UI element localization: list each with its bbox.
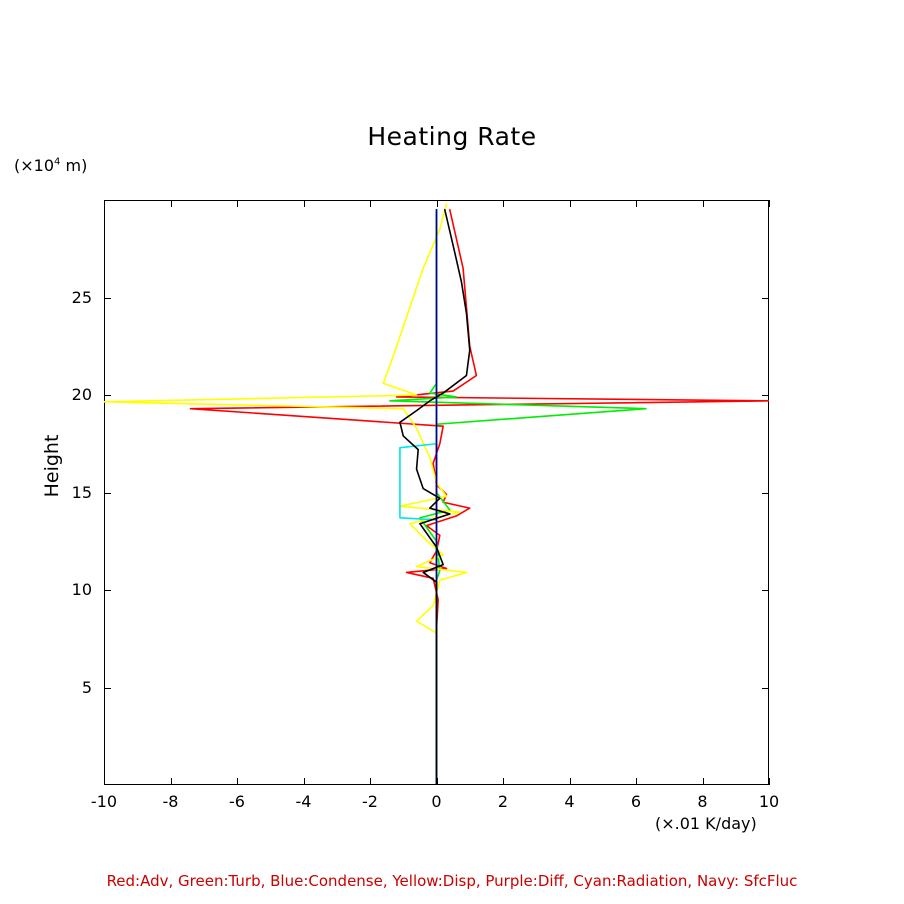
y-tick-label: 25 (71, 287, 92, 307)
plot-area (71, 200, 780, 811)
x-tick-top (703, 200, 704, 207)
x-tick-label: -4 (295, 792, 312, 811)
x-tick-label: 0 (431, 792, 442, 811)
x-tick-label: -6 (229, 792, 245, 811)
y-tick (104, 493, 111, 494)
x-tick-top (171, 200, 172, 207)
x-tick (503, 778, 504, 785)
x-tick (636, 778, 637, 785)
x-tick-label: -8 (162, 792, 179, 811)
x-tick-top (304, 200, 305, 207)
x-axis-label: (×.01 K/day) (655, 814, 757, 833)
x-tick-label: -2 (362, 792, 378, 811)
x-tick (703, 778, 704, 785)
y-tick-right (762, 395, 769, 396)
y-tick (104, 298, 111, 299)
x-tick-top (437, 200, 438, 207)
x-tick-label: 8 (697, 792, 708, 811)
x-tick-label: 10 (758, 792, 780, 811)
y-tick (104, 590, 111, 591)
x-tick-label: 6 (630, 792, 642, 811)
x-tick-top (370, 200, 371, 207)
x-tick-top (104, 200, 105, 207)
x-tick (570, 778, 571, 785)
series-radiation (400, 210, 437, 785)
x-tick-top (570, 200, 571, 207)
x-tick (104, 778, 105, 785)
y-tick-label: 15 (71, 482, 92, 502)
series-turb (390, 210, 646, 785)
x-tick-label: -10 (90, 792, 118, 811)
series-layer (104, 200, 769, 785)
chart-title: Heating Rate (367, 122, 537, 151)
x-tick (769, 778, 770, 785)
y-tick-label: 10 (71, 580, 92, 599)
x-tick (237, 778, 238, 785)
y-tick-right (762, 688, 769, 689)
x-tick-label: 4 (564, 792, 575, 811)
y-tick (104, 395, 111, 396)
series-adv (190, 210, 769, 785)
y-axis-label: Height (41, 434, 63, 498)
x-tick (370, 778, 371, 785)
x-tick-top (237, 200, 238, 207)
legend: Red:Adv, Green:Turb, Blue:Condense, Yellow:Disp, Purple:Diff, Cyan:Radiation, Navy: SfcFluc (106, 872, 798, 890)
y-tick (104, 688, 111, 689)
x-tick (171, 778, 172, 785)
y-tick-right (762, 493, 769, 494)
x-tick-top (503, 200, 504, 207)
x-tick (304, 778, 305, 785)
x-tick-top (769, 200, 770, 207)
x-tick (437, 778, 438, 785)
y-tick-label: 5 (81, 677, 92, 697)
y-axis-unit-label: ($\times 10^4$ m) (14, 156, 88, 175)
y-tick-right (762, 298, 769, 299)
series-disp (104, 204, 466, 785)
x-tick-label: 2 (497, 792, 509, 811)
series-total (400, 210, 470, 785)
y-tick-right (762, 590, 769, 591)
x-tick-top (636, 200, 637, 207)
y-tick-label: 20 (71, 385, 92, 404)
